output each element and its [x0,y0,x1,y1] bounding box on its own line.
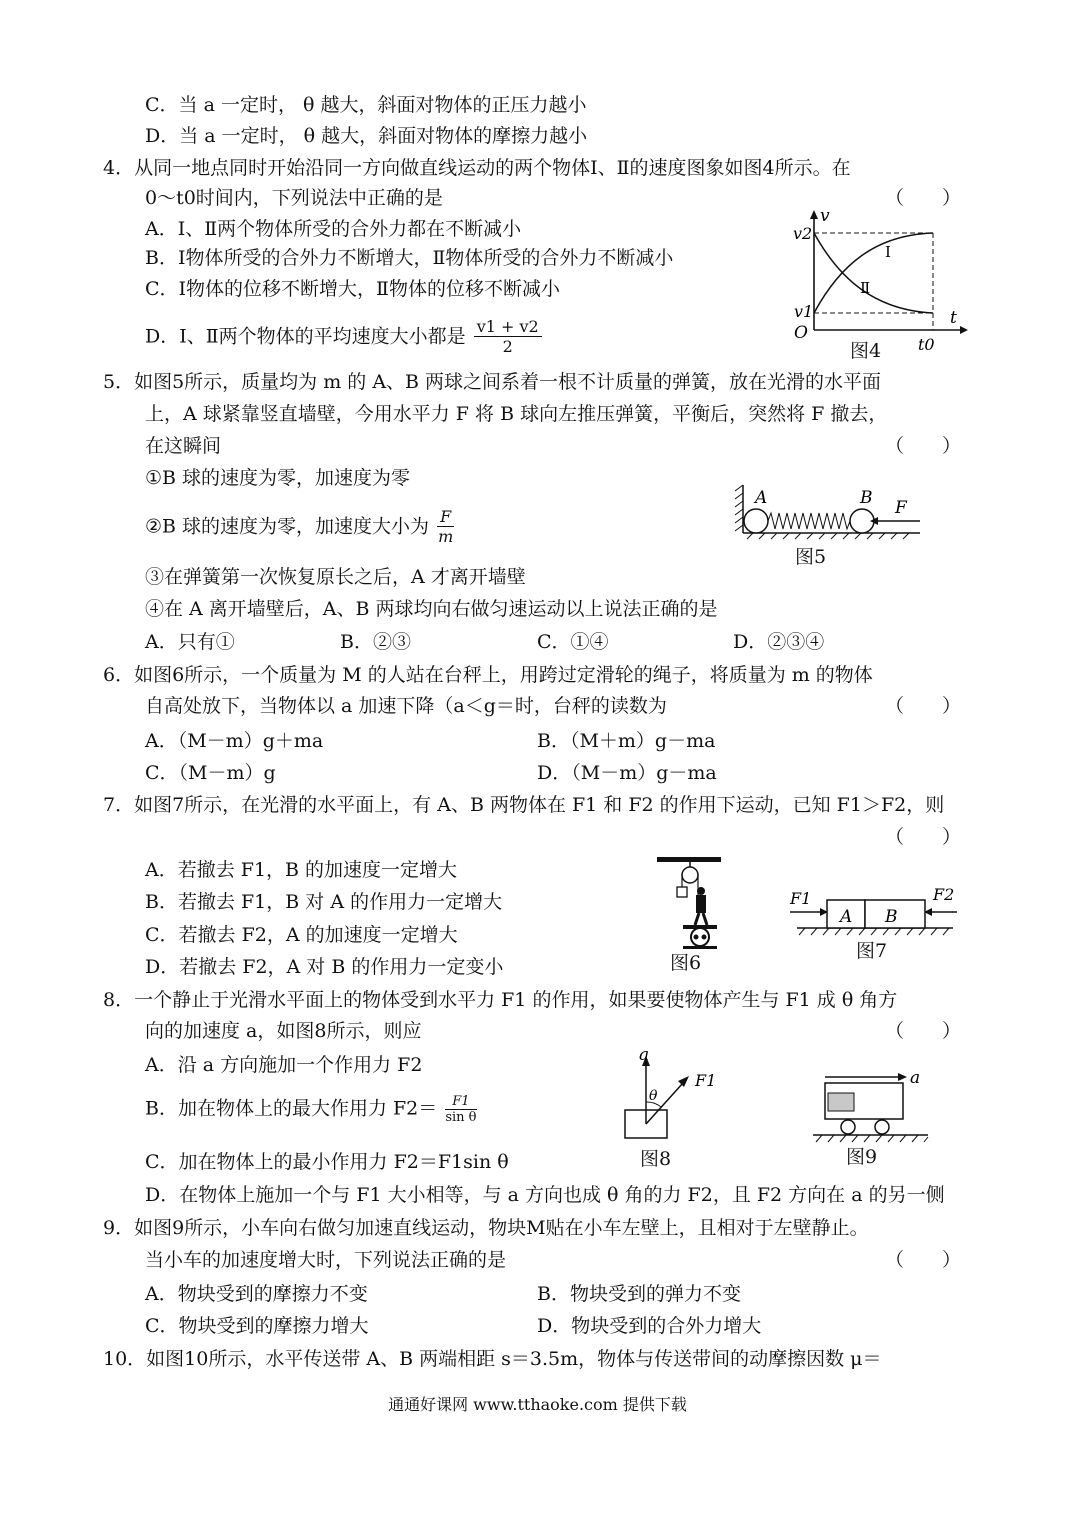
q8-option-b [145,1094,479,1125]
q5-fraction-denominator: m [438,527,454,546]
q8-option-d: D．在物体上施加一个与 F1 大小相等，与 a 方向也成 θ 角的力 F2，且 F2 方向在 a 的另一侧 [145,1184,945,1206]
fig5-label-f: F [895,498,907,518]
q9-stem-line2: 当小车的加速度增大时，下列说法正确的是 [145,1249,507,1271]
fig4-label-t: t [950,308,957,328]
q10-stem-line1: 10．如图10所示，水平传送带 A、B 两端相距 s＝3.5m，物体与传送带间的动摩擦因数 μ＝ [103,1348,882,1370]
q4-stem-line2: 0～t0时间内，下列说法中正确的是 [145,187,443,209]
q4-answer-paren: （ ） [885,187,962,209]
fig8-label-a: a [639,1050,650,1065]
q5-statement-2-text: ②B 球的速度为零，加速度大小为 [145,515,430,538]
fig4-label-v1: v1 [794,302,814,321]
q9-answer-paren: （ ） [885,1249,962,1271]
q4-option-a: A．Ⅰ、Ⅱ两个物体所受的合外力都在不断减小 [145,218,522,240]
figure-7-two-blocks [785,880,965,938]
q7-stem-line1: 7．如图7所示，在光滑的水平面上，有 A、B 两物体在 F1 和 F2 的作用下运动，已知 F1＞F2，则 [103,794,945,816]
fig4-label-v2: v2 [793,224,813,243]
q6-option-c: C．（M－m）g [145,762,276,784]
fig5-label-b: B [860,488,873,508]
q5-stem-line3: 在这瞬间 [145,435,222,457]
q4-option-d-text: D．Ⅰ、Ⅱ两个物体的平均速度大小都是 [145,325,466,348]
q3-option-d: D．当 a 一定时， θ 越大，斜面对物体的摩擦力越小 [145,125,588,147]
q4-option-b: B．Ⅰ物体所受的合外力不断增大，Ⅱ物体所受的合外力不断减小 [145,247,674,269]
q7-option-b: B．若撤去 F1，B 对 A 的作用力一定增大 [145,891,503,913]
q5-statement-4: ④在 A 离开墙壁后，A、B 两球均向右做匀速运动以上说法正确的是 [145,598,718,620]
q6-answer-paren: （ ） [885,695,962,717]
q8-option-c: C．加在物体上的最小作用力 F2＝F1sin θ [145,1151,509,1173]
figure-4-caption: 图4 [850,340,882,362]
q5-statement-2 [145,508,456,547]
fig7-label-block-a: A [840,907,853,927]
q4-fraction-numerator: v1 + v2 [474,318,542,337]
q5-option-c: C．①④ [537,631,609,653]
q4-stem-line1: 4．从同一地点同时开始沿同一方向做直线运动的两个物体Ⅰ、Ⅱ的速度图象如图4所示。在 [103,157,851,179]
q9-option-b: B．物块受到的弹力不变 [537,1283,741,1305]
fig8-label-theta: θ [649,1088,658,1104]
q5-stem-line1: 5．如图5所示，质量均为 m 的 A、B 两球之间系着一根不计质量的弹簧，放在光滑的水平面 [103,371,882,393]
fig4-label-v: v [820,206,830,226]
fig4-label-t0: t0 [918,335,935,354]
q5-option-b: B．②③ [340,631,411,653]
q7-option-d: D．若撤去 F2，A 对 B 的作用力一定变小 [145,956,504,978]
figure-5-caption: 图5 [795,546,827,568]
q4-option-d [145,318,544,357]
q6-option-d: D．（M－m）g－ma [537,762,717,784]
figure-8-force-diagram [615,1050,725,1145]
q6-option-a: A．（M－m）g＋ma [145,730,324,752]
q4-fraction [474,318,542,357]
page-footer: 通通好课网 www.tthaoke.com 提供下载 [388,1395,687,1414]
figure-6-caption: 图6 [670,952,702,974]
q9-option-d: D．物块受到的合外力增大 [537,1315,762,1337]
q7-answer-paren: （ ） [885,826,962,848]
q5-fraction-numerator: F [437,508,454,527]
fig5-label-a: A [755,488,768,508]
fig7-label-block-b: B [885,907,898,927]
q4-fraction-denominator: 2 [502,337,513,356]
fig7-label-f2: F2 [933,885,955,904]
q5-option-d: D．②③④ [733,631,825,653]
q5-option-a: A．只有① [145,631,235,653]
figure-7-caption: 图7 [856,940,888,962]
q8-stem-line1: 8．一个静止于光滑水平面上的物体受到水平力 F1 的作用，如果要使物体产生与 F1 成 θ 角方 [103,989,898,1011]
fig8-label-f1: F1 [695,1071,717,1090]
q6-stem-line2: 自高处放下，当物体以 a 加速下降（a＜g＝时，台秤的读数为 [145,695,667,717]
fig4-label-origin: O [794,323,808,343]
q6-option-b: B．（M＋m）g－ma [537,730,716,752]
q5-statement-3: ③在弹簧第一次恢复原长之后，A 才离开墙壁 [145,566,526,588]
q7-option-a: A．若撤去 F1，B 的加速度一定增大 [145,859,458,881]
q4-option-c: C．Ⅰ物体的位移不断增大，Ⅱ物体的位移不断减小 [145,278,560,300]
q8-option-b-text: B．加在物体上的最大作用力 F2＝ [145,1097,438,1120]
q8-answer-paren: （ ） [885,1020,962,1042]
q3-option-c: C．当 a 一定时， θ 越大，斜面对物体的正压力越小 [145,94,587,116]
q8-fraction-numerator: F1 [445,1094,476,1110]
q8-stem-line2: 向的加速度 a，如图8所示，则应 [145,1020,422,1042]
q5-answer-paren: （ ） [885,435,962,457]
figure-5-spring-balls [735,475,935,545]
q5-fraction [437,508,454,547]
q8-fraction-denominator: sin θ [445,1110,477,1125]
fig4-label-curve-1: Ⅰ [885,243,891,261]
q7-option-c: C．若撤去 F2，A 的加速度一定增大 [145,924,458,946]
fig7-label-f1: F1 [790,889,812,908]
figure-9-caption: 图9 [846,1146,878,1168]
fig4-label-curve-2: Ⅱ [860,279,871,297]
q9-option-a: A．物块受到的摩擦力不变 [145,1283,368,1305]
figure-6-pulley-scale [655,855,725,950]
q5-stem-line2: 上，A 球紧靠竖直墙壁，今用水平力 F 将 B 球向左推压弹簧，平衡后，突然将 F 撤去， [145,403,888,425]
q9-option-c: C．物块受到的摩擦力增大 [145,1315,369,1337]
q5-statement-1: ①B 球的速度为零，加速度为零 [145,467,411,489]
figure-9-cart [810,1065,940,1145]
q6-stem-line1: 6．如图6所示，一个质量为 M 的人站在台秤上，用跨过定滑轮的绳子，将质量为 m 的物体 [103,664,873,686]
q8-option-a: A．沿 a 方向施加一个作用力 F2 [145,1054,423,1076]
figure-8-caption: 图8 [640,1148,672,1170]
q9-stem-line1: 9．如图9所示，小车向右做匀加速直线运动，物块M贴在小车左壁上，且相对于左壁静止。 [103,1217,869,1239]
q8-fraction [445,1094,476,1125]
fig9-label-a: a [910,1068,921,1088]
